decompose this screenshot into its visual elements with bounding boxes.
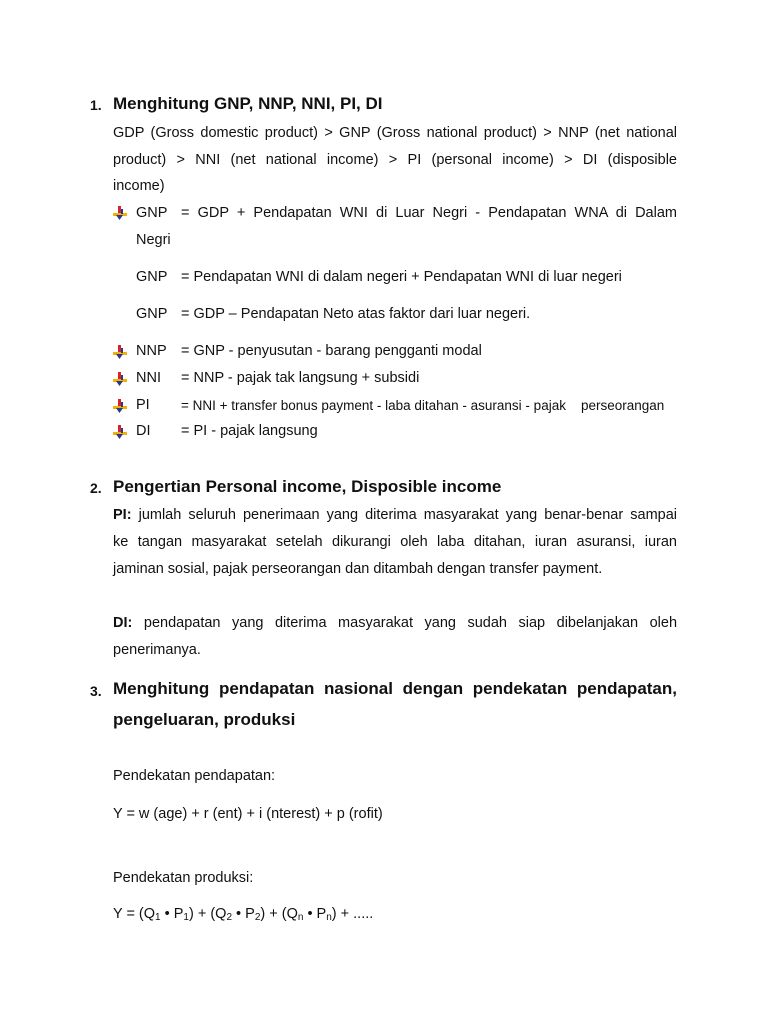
section-3-title-line-2: pengeluaran, produksi [113, 710, 296, 729]
gnp-label-1: GNP [136, 205, 168, 221]
di-definition-line-2: penerimanya. [113, 642, 201, 658]
gnp-formula-1-line-1: = GDP + Pendapatan WNI di Luar Negri - Pendapatan WNA di Dalam [181, 205, 677, 221]
gnp-formula-3: = GDP – Pendapatan Neto atas faktor dari luar negeri. [181, 306, 531, 322]
di-definition-line-1 [113, 610, 677, 637]
nnp-formula: = GNP - penyusutan - barang pengganti modal [181, 343, 482, 359]
intro-line-2: product) > NNI (net national income) > PI (personal income) > DI (disposible [113, 152, 677, 168]
income-approach-heading: Pendekatan pendapatan: [113, 768, 276, 784]
production-approach-formula: $Y = (Q_1$ • $P_1) + (Q_2$ • $P_2) + (Q_n$ • $P_n$) + ..... [113, 906, 374, 923]
income-approach-formula: Y = w (age) + r (ent) + i (nterest) + p (rofit) [113, 806, 383, 822]
pi-definition-line-3: jaminan sosial, pajak perseorangan dan ditambah dengan transfer payment. [113, 561, 603, 577]
pi-definition-text-1: jumlah seluruh penerimaan yang diterima masyarakat yang benar-benar sampai [138, 507, 677, 523]
di-label: DI [136, 423, 151, 439]
gnp-formula-1-line-2: Negri [136, 232, 171, 248]
arrow-bullet-icon [113, 425, 127, 439]
gnp-label-2: GNP [136, 269, 168, 285]
pi-term: PI: [113, 507, 132, 523]
nnp-label: NNP [136, 343, 167, 359]
nni-formula: = NNP - pajak tak langsung + subsidi [181, 370, 420, 386]
section-1-title: Menghitung GNP, NNP, NNI, PI, DI [113, 94, 383, 113]
section-2-title: Pengertian Personal income, Disposible income [113, 477, 502, 496]
pi-definition-line-2: ke tangan masyarakat setelah dikurangi oleh laba ditahan, iuran asuransi, iuran [113, 534, 677, 550]
arrow-bullet-icon [113, 372, 127, 386]
pi-definition-line-1 [113, 502, 677, 529]
section-3-title-line-1: Menghitung pendapatan nasional dengan pendekatan pendapatan, [113, 679, 677, 698]
section-1-number: 1. [90, 97, 102, 113]
arrow-bullet-icon [113, 399, 127, 413]
di-formula: = PI - pajak langsung [181, 423, 318, 439]
nni-label: NNI [136, 370, 161, 386]
intro-line-1: GDP (Gross domestic product) > GNP (Gross national product) > NNP (net national [113, 125, 677, 141]
pi-label: PI [136, 397, 150, 413]
arrow-bullet-icon [113, 345, 127, 359]
gnp-formula-2: = Pendapatan WNI di dalam negeri + Pendapatan WNI di luar negeri [181, 269, 622, 285]
pi-formula: = NNI + transfer bonus payment - laba ditahan - asuransi - pajak perseorangan [181, 398, 665, 413]
di-definition-text-1: pendapatan yang diterima masyarakat yang sudah siap dibelanjakan oleh [143, 615, 678, 631]
production-approach-heading: Pendekatan produksi: [113, 870, 254, 886]
di-term: DI: [113, 615, 133, 631]
section-2-number: 2. [90, 480, 102, 496]
arrow-bullet-icon [113, 206, 127, 220]
gnp-label-3: GNP [136, 306, 168, 322]
intro-line-3: income) [113, 178, 165, 194]
section-3-number: 3. [90, 683, 102, 699]
